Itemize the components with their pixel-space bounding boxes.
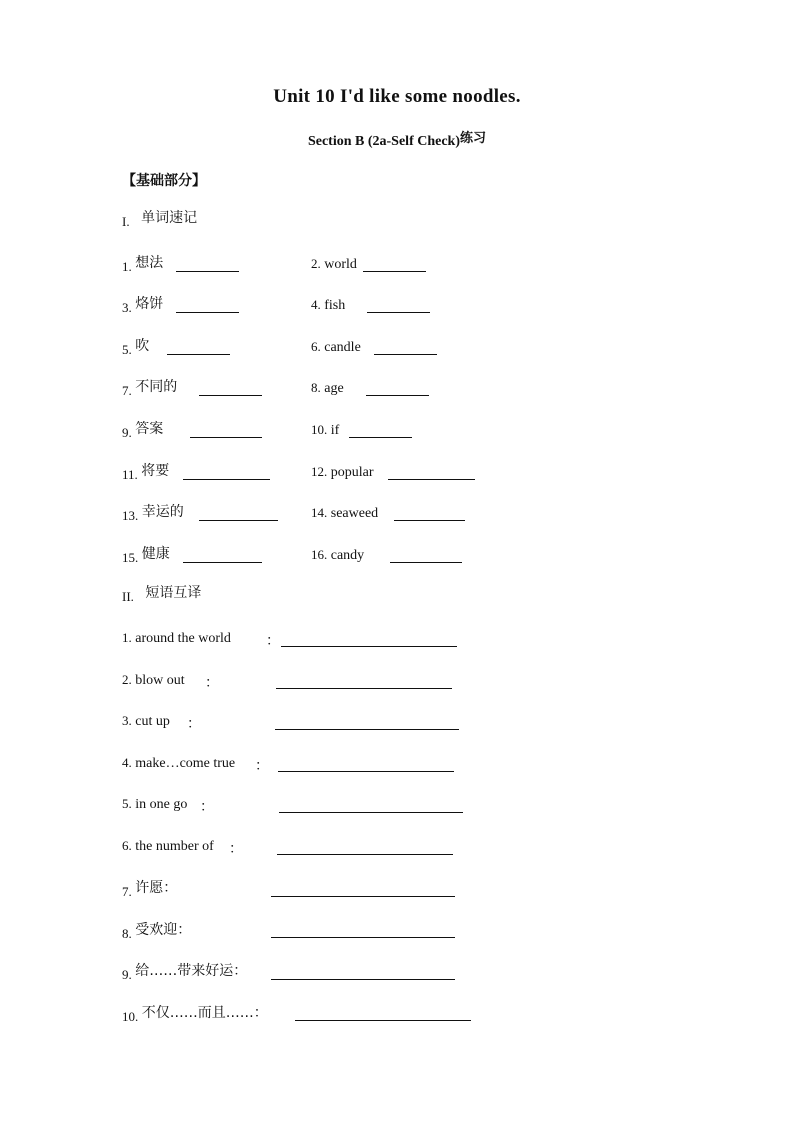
answer-blank[interactable]: [363, 271, 426, 272]
vocab-item: 12. popular: [311, 464, 374, 480]
phrase-colon: ：: [255, 759, 269, 774]
vocab-item: 7. 不同的: [122, 379, 178, 398]
answer-blank[interactable]: [199, 520, 278, 521]
page-title: Unit 10 I'd like some noodles.: [273, 86, 521, 107]
answer-blank[interactable]: [271, 979, 455, 980]
vocab-item: 3. 烙饼: [122, 296, 164, 315]
answer-blank[interactable]: [176, 312, 239, 313]
answer-blank[interactable]: [394, 520, 465, 521]
answer-blank[interactable]: [275, 729, 459, 730]
answer-blank[interactable]: [388, 479, 475, 480]
vocab-item: 13. 幸运的: [122, 504, 184, 523]
phrase-item: 6. the number of: [122, 838, 214, 854]
answer-blank[interactable]: [183, 562, 262, 563]
phrase-colon: ：: [200, 800, 214, 815]
answer-blank[interactable]: [176, 271, 239, 272]
vocab-item: 11. 将要: [122, 463, 170, 482]
vocab-item: 8. age: [311, 380, 344, 396]
answer-blank[interactable]: [167, 354, 230, 355]
phrase-item: 10. 不仅……而且……：: [122, 1005, 268, 1024]
answer-blank[interactable]: [190, 437, 262, 438]
part2-label: 短语互译: [145, 585, 202, 601]
subtitle-en: Section B (2a-Self Check): [307, 134, 461, 149]
answer-blank[interactable]: [276, 688, 452, 689]
vocab-item: 16. candy: [311, 547, 365, 563]
subtitle-cn: 练习: [460, 131, 487, 146]
vocab-item: 9. 答案: [122, 421, 164, 440]
phrase-item: 3. cut up: [122, 713, 170, 729]
vocab-item: 5. 吹: [122, 338, 150, 357]
answer-blank[interactable]: [199, 395, 262, 396]
answer-blank[interactable]: [271, 937, 455, 938]
vocab-item: 15. 健康: [122, 546, 170, 565]
answer-blank[interactable]: [390, 562, 462, 563]
page-subtitle: [0, 130, 794, 150]
answer-blank[interactable]: [279, 812, 463, 813]
part1-roman: I.: [122, 214, 130, 229]
part2-roman: II.: [122, 589, 134, 604]
phrase-item: 2. blow out: [122, 672, 185, 688]
phrase-item: 5. in one go: [122, 796, 188, 812]
answer-blank[interactable]: [374, 354, 437, 355]
vocab-item: 4. fish: [311, 297, 346, 313]
answer-blank[interactable]: [295, 1020, 471, 1021]
phrase-item: 8. 受欢迎：: [122, 922, 192, 941]
phrase-colon: ：: [205, 676, 219, 691]
vocab-item: 1. 想法: [122, 255, 164, 274]
phrase-colon: ：: [266, 634, 280, 649]
answer-blank[interactable]: [278, 771, 454, 772]
section-heading: 【基础部分】: [122, 173, 206, 189]
answer-blank[interactable]: [367, 312, 430, 313]
answer-blank[interactable]: [366, 395, 429, 396]
answer-blank[interactable]: [183, 479, 270, 480]
phrase-item: 7. 许愿：: [122, 880, 178, 899]
phrase-colon: ：: [187, 717, 201, 732]
vocab-item: 6. candle: [311, 339, 361, 355]
part1-label: 单词速记: [141, 210, 198, 226]
vocab-item: 10. if: [311, 422, 340, 438]
phrase-item: 1. around the world: [122, 630, 231, 646]
phrase-item: 4. make…come true: [122, 755, 236, 771]
answer-blank[interactable]: [277, 854, 453, 855]
phrase-colon: ：: [229, 842, 243, 857]
vocab-item: 14. seaweed: [311, 505, 379, 521]
answer-blank[interactable]: [271, 896, 455, 897]
answer-blank[interactable]: [281, 646, 457, 647]
vocab-item: 2. world: [311, 256, 357, 272]
part1-heading: [122, 211, 197, 231]
phrase-item: 9. 给……带来好运：: [122, 963, 248, 982]
answer-blank[interactable]: [349, 437, 412, 438]
part2-heading: [122, 586, 201, 606]
